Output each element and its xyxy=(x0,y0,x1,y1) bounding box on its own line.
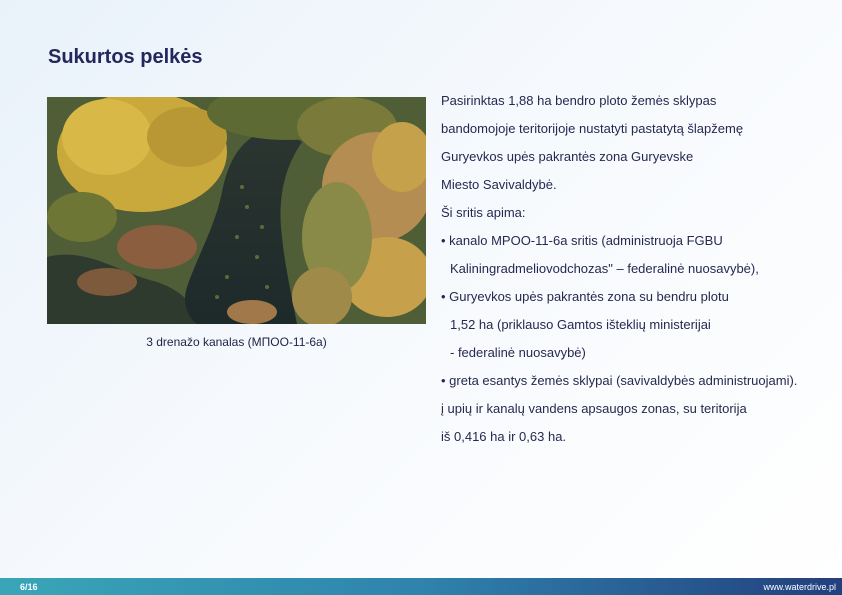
footer-bar xyxy=(0,578,842,595)
bullet-continuation: Kaliningradmeliovodchozas" – federalinė nuosavybė), xyxy=(450,261,759,276)
description-line: bandomojoje teritorijoje nustatyti pastatytą šlapžemę xyxy=(441,121,744,136)
bullet-item: • Guryevkos upės pakrantės zona su bendru plotu xyxy=(441,289,729,304)
slide-title: Sukurtos pelkės xyxy=(48,46,203,68)
aerial-river-photo xyxy=(47,97,426,324)
description-line: Ši sritis apima: xyxy=(441,205,526,220)
description-text xyxy=(441,90,836,454)
description-line: Miesto Savivaldybė. xyxy=(441,177,557,192)
bullet-continuation: 1,52 ha (priklauso Gamtos išteklių ministerijai xyxy=(450,317,711,332)
description-line: Guryevkos upės pakrantės zona Guryevske xyxy=(441,149,694,164)
bullet-continuation: - federalinė nuosavybė) xyxy=(450,345,586,360)
photo-caption: 3 drenažo kanalas (МПОО-11-6а) xyxy=(146,335,327,349)
bullet-item: • greta esantys žemės sklypai (savivaldybės administruojami). xyxy=(441,373,798,388)
description-line: iš 0,416 ha ir 0,63 ha. xyxy=(441,429,567,444)
website-link[interactable]: www.waterdrive.pl xyxy=(763,582,836,592)
description-line: į upių ir kanalų vandens apsaugos zonas, su teritorija xyxy=(441,401,747,416)
bullet-item: • kanalo MPOO-11-6a sritis (administruoja FGBU xyxy=(441,233,723,248)
page-number: 6/16 xyxy=(20,582,38,592)
description-line: Pasirinktas 1,88 ha bendro ploto žemės sklypas xyxy=(441,93,717,108)
